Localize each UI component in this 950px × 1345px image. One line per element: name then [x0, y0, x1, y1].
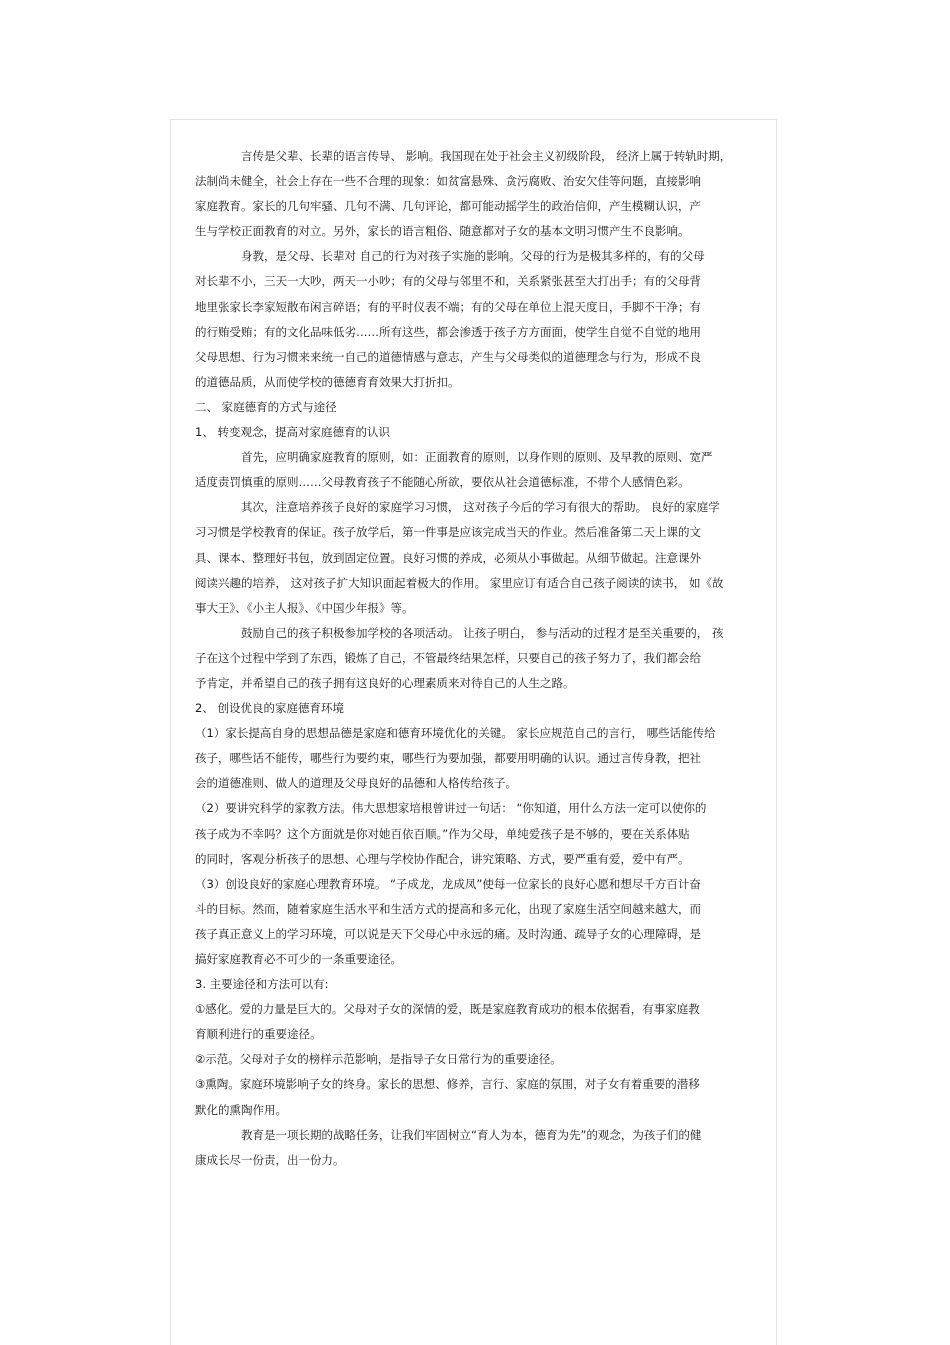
- text-line: 搞好家庭教育必不可少的一条重要途径。: [195, 952, 402, 966]
- text-line: 适度责罚慎重的原则……父母教育孩子不能随心所欲，要依从社会道德标准，不带个人感情色彩。: [195, 475, 690, 490]
- text-line: 子在这个过程中学到了东西，锻炼了自己，不管最终结果怎样，只要自己的孩子努力了，我们都会给: [195, 650, 701, 665]
- text-line: （1）家长提高自身的思想品德是家庭和德育环境优化的关键。 家长应规范自己的言行， 哪些话能传给: [195, 726, 716, 741]
- text-line: 孩子，哪些话不能传，哪些行为要约束，哪些行为要加强，都要用明确的认识。通过言传身教，把社: [195, 751, 701, 766]
- document-body: [195, 144, 770, 1173]
- text-line: 其次，注意培养孩子良好的家庭学习习惯， 这对孩子今后的学习有很大的帮助。 良好的家庭学: [241, 500, 720, 515]
- text-line: 2、 创设优良的家庭德育环境: [195, 701, 344, 716]
- text-line: 予肯定，并希望自己的孩子拥有这良好的心理素质来对待自己的人生之路。: [195, 675, 575, 690]
- text-line: 孩子成为不幸吗？这个方面就是你对她百依百顺。”作为父母，单纯爱孩子是不够的，要在关系体贴: [195, 826, 690, 841]
- text-line: 身教，是父母、长辈对 自己的行为对孩子实施的影响。父母的行为是极其多样的，有的父母: [241, 249, 705, 264]
- text-line: 默化的熏陶作用。: [195, 1102, 287, 1117]
- text-line: 具、课本、整理好书包，放到固定位置。良好习惯的养成，必须从小事做起。从细节做起。注意课外: [195, 550, 701, 565]
- text-line: 1、 转变观念，提高对家庭德育的认识: [195, 425, 390, 440]
- document-page: [170, 119, 777, 1345]
- text-line: 习习惯是学校教育的保证。孩子放学后，第一件事是应该完成当天的作业。然后准备第二天上课的文: [195, 525, 701, 540]
- text-line: 康成长尽一份责，出一份力。: [195, 1152, 345, 1167]
- text-line: 生与学校正面教育的对立。另外，家长的语言粗俗、随意都对子女的基本文明习惯产生不良影响。: [195, 224, 690, 239]
- text-line: 的道德品质，从而使学校的德德育育效果大打折扣。: [195, 374, 460, 389]
- text-line: 事大王》、《小主人报》、《中国少年报》等。: [195, 600, 414, 615]
- text-line: 的同时，客观分析孩子的思想、心理与学校协作配合，讲究策略、方式，要严重有爱，爱中有严。: [195, 851, 690, 866]
- text-line: 斗的目标。然而，随着家庭生活水平和生活方式的提高和多元化，出现了家庭生活空间越来越大，而: [195, 901, 701, 916]
- text-line: 首先，应明确家庭教育的原则，如：正面教育的原则，以身作则的原则、及早教的原则、宽严: [241, 450, 713, 465]
- text-line: 孩子真正意义上的学习环境，可以说是天下父母心中永远的痛。及时沟通、疏导子女的心理障碍，是: [195, 926, 701, 941]
- text-line: （3）创设良好的家庭心理教育环境。 “子成龙，龙成凤”使每一位家长的良好心愿和想尽千方百计奋: [195, 876, 701, 891]
- text-line: 教育是一项长期的战略任务，让我们牢固树立“育人为本，德育为先”的观念，为孩子们的健: [241, 1127, 702, 1142]
- text-line: 二、 家庭德育的方式与途径: [195, 399, 337, 414]
- text-line: 鼓励自己的孩子积极参加学校的各项活动。 让孩子明白， 参与活动的过程才是至关重要的， 孩: [241, 625, 724, 640]
- text-line: 地里张家长李家短散布闲言碎语；有的平时仪表不端；有的父母在单位上混天度日，手脚不干净；有: [195, 299, 701, 314]
- text-line: ③熏陶。家庭环境影响子女的终身。家长的思想、修养，言行、家庭的氛围，对子女有着重要的潜移: [195, 1077, 700, 1092]
- text-line: 对长辈不小，三天一大吵，两天一小吵；有的父母与邻里不和，关系紧张甚至大打出手；有的父母背: [195, 274, 701, 289]
- text-line: ②示范。父母对子女的榜样示范影响，是指导子女日常行为的重要途径。: [195, 1052, 562, 1067]
- text-line: 的行贿受贿；有的文化品味低劣……所有这些，都会渗透于孩子方方面面，使学生自觉不自觉的地用: [195, 324, 701, 339]
- text-line: ①感化。爱的力量是巨大的。父母对子女的深情的爱，既是家庭教育成功的根本依据看，有事家庭教: [195, 1002, 700, 1017]
- text-line: 家庭教育。家长的几句牢骚、几句不满、几句评论，都可能动摇学生的政治信仰，产生模糊认识，产: [195, 199, 701, 214]
- text-line: 会的道德准则、做人的道理及父母良好的品德和人格传给孩子。: [195, 776, 517, 791]
- text-line: 言传是父辈、长辈的语言传导、 影响。我国现在处于社会主义初级阶段， 经济上属于转轨时期，: [241, 149, 732, 163]
- text-line: 法制尚未健全，社会上存在一些不合理的现象：如贫富悬殊、贪污腐败、治安欠佳等问题，直接影响: [195, 174, 701, 189]
- text-line: 育顺利进行的重要途径。: [195, 1027, 322, 1042]
- text-line: 阅读兴趣的培养， 这对孩子扩大知识面起着极大的作用。 家里应订有适合自己孩子阅读的读书， 如《故: [195, 575, 724, 590]
- text-line: （2）要讲究科学的家教方法。伟大思想家培根曾讲过一句话： “你知道，用什么方法一定可以使你的: [195, 801, 707, 816]
- text-line: 父母思想、行为习惯来来统一自己的道德情感与意志，产生与父母类似的道德理念与行为，形成不良: [195, 349, 701, 364]
- text-line: 3. 主要途径和方法可以有:: [195, 977, 329, 992]
